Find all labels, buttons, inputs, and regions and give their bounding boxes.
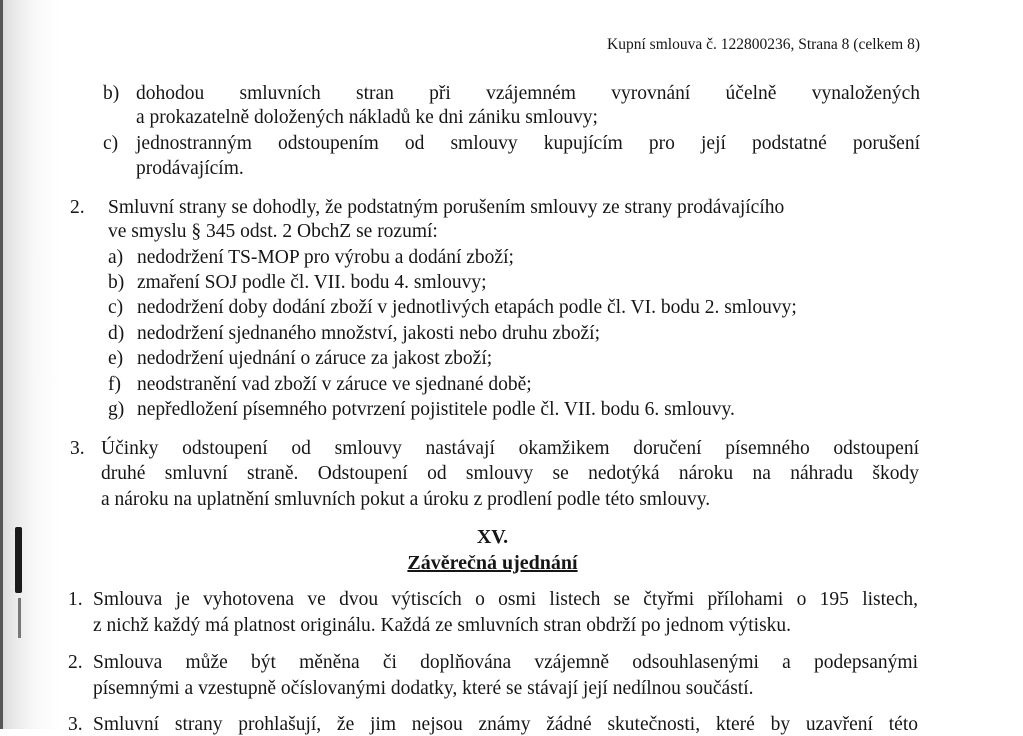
paragraph-line: Smlouva je vyhotovena ve dvou výtiscích o osmi listech se čtyřmi přílohami o 195 listech, xyxy=(93,589,918,610)
list-item-text: jednostranným odstoupením od smlouvy kupujícím pro její podstatné porušení xyxy=(136,133,920,154)
paragraph-line: a nároku na uplatnění smluvních pokut a úroku z prodlení podle této smlouvy. xyxy=(101,489,711,510)
point-number: 1. xyxy=(68,589,83,610)
scan-edge xyxy=(0,0,3,729)
point-number: 3. xyxy=(70,438,85,459)
list-letter: g) xyxy=(108,399,125,420)
list-letter: c) xyxy=(108,297,124,318)
paragraph-line: Smluvní strany prohlašují, že jim nejsou známy žádné skutečnosti, které by uzavření této xyxy=(93,714,918,735)
list-item-text: prodávajícím. xyxy=(136,158,244,179)
list-letter: b) xyxy=(108,272,125,293)
list-item-text: nedodržení ujednání o záruce za jakost zboží; xyxy=(137,348,493,369)
section-title-text: Závěrečná ujednání xyxy=(407,552,578,574)
list-item-text: nedodržení doby dodání zboží v jednotlivých etapách podle čl. VI. bodu 2. smlouvy; xyxy=(137,297,797,318)
section-number: XV. xyxy=(476,526,509,548)
list-item-text: neodstranění vad zboží v záruce ve sjednané době; xyxy=(137,374,532,395)
list-item-text: nedodržení sjednaného množství, jakosti nebo druhu zboží; xyxy=(137,323,601,344)
point-number: 2. xyxy=(70,197,85,218)
paragraph-line: Smluvní strany se dohodly, že podstatným porušením smlouvy ze strany prodávajícího xyxy=(108,197,785,218)
paragraph-line: Účinky odstoupení od smlouvy nastávají okamžikem doručení písemného odstoupení xyxy=(101,438,919,459)
list-letter: e) xyxy=(108,348,124,369)
list-item-text: dohodou smluvních stran při vzájemném vyrovnání účelně vynaložených xyxy=(136,83,920,104)
point-number: 3. xyxy=(68,714,83,735)
paragraph-line: druhé smluvní straně. Odstoupení od smlouvy se nedotýká nároku na náhradu škody xyxy=(101,463,919,484)
list-letter: b) xyxy=(103,83,120,104)
section-title xyxy=(0,552,985,575)
list-item-text: nepředložení písemného potvrzení pojistitele podle čl. VII. bodu 6. smlouvy. xyxy=(137,399,735,420)
list-letter: a) xyxy=(108,247,124,268)
paragraph-line: ve smyslu § 345 odst. 2 ObchZ se rozumí: xyxy=(108,221,438,242)
list-item-text: zmaření SOJ podle čl. VII. bodu 4. smlouvy; xyxy=(137,272,487,293)
list-item-text: a prokazatelně doložených nákladů ke dni zániku smlouvy; xyxy=(136,107,598,128)
list-letter: d) xyxy=(108,323,125,344)
list-letter: c) xyxy=(103,133,119,154)
list-letter: f) xyxy=(108,374,121,395)
paragraph-line: písemnými a vzestupně očíslovanými dodatky, které se stávají její nedílnou součástí. xyxy=(93,678,754,699)
binder-mark-secondary xyxy=(18,598,21,638)
list-item-text: nedodržení TS-MOP pro výrobu a dodání zboží; xyxy=(137,247,514,268)
paragraph-line: Smlouva může být měněna či doplňována vzájemně odsouhlasenými a podepsanými xyxy=(93,652,918,673)
page-header: Kupní smlouva č. 122800236, Strana 8 (celkem 8) xyxy=(607,36,920,53)
point-number: 2. xyxy=(68,652,83,673)
paragraph-line: z nichž každý má platnost originálu. Každá ze smluvních stran obdrží po jednom výtisku. xyxy=(93,615,792,636)
